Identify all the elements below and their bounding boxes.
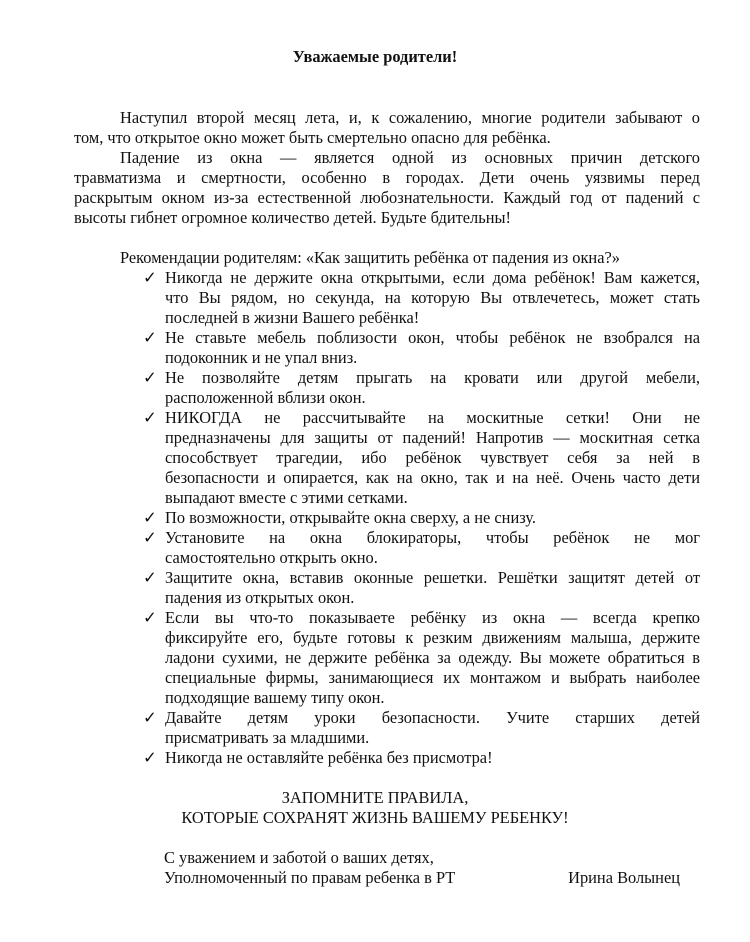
signature xyxy=(164,848,680,888)
text-line: Никогда не оставляйте ребёнка без присмотра! xyxy=(165,748,493,767)
list-item xyxy=(143,608,700,708)
recommendations-list xyxy=(143,268,700,768)
text-line: ладони сухими, не держите ребёнка за одежду. Вы можете обратиться в xyxy=(165,648,700,667)
text-line: Не позволяйте детям прыгать на кровати или другой мебели, xyxy=(165,368,700,387)
text-line: падения из открытых окон. xyxy=(165,588,355,607)
list-item xyxy=(143,708,700,748)
text-line: травматизма и смертности, особенно в городах. Дети очень уязвимы перед xyxy=(74,168,700,187)
text-line: подходящие вашему типу окон. xyxy=(165,688,385,707)
letter-title: Уважаемые родители! xyxy=(292,47,458,66)
text-line: расположенной вблизи окон. xyxy=(165,388,366,407)
list-item xyxy=(143,408,700,508)
text-line: безопасности и опирается, как на окно, так и на неё. Очень часто дети xyxy=(165,468,700,487)
checkmark-icon: ✓ xyxy=(143,568,157,587)
text-line: высоты гибнет огромное количество детей. Будьте бдительны! xyxy=(74,208,511,227)
text-line: том, что открытое окно может быть смертельно опасно для ребёнка. xyxy=(74,128,551,147)
checkmark-icon: ✓ xyxy=(143,528,157,547)
text-line: присматривать за младшими. xyxy=(165,728,370,747)
checkmark-icon: ✓ xyxy=(143,508,157,527)
list-item xyxy=(143,528,700,568)
checkmark-icon: ✓ xyxy=(143,708,157,727)
text-line: Давайте детям уроки безопасности. Учите старших детей xyxy=(165,708,700,727)
heading-line: Рекомендации родителям: «Как защитить ребёнка от падения из окна?» xyxy=(120,248,620,267)
text-line: Падение из окна — является одной из основных причин детского xyxy=(120,148,700,167)
text-line: По возможности, открывайте окна сверху, а не снизу. xyxy=(165,508,537,527)
remember-rules xyxy=(0,788,750,828)
checkmark-icon: ✓ xyxy=(143,748,157,767)
text-line: Никогда не держите окна открытыми, если дома ребёнок! Вам кажется, xyxy=(165,268,700,287)
recommendations-heading xyxy=(74,248,700,268)
list-item xyxy=(143,748,700,768)
remember-line: ЗАПОМНИТЕ ПРАВИЛА, xyxy=(281,788,469,807)
paragraph-intro xyxy=(74,108,700,148)
remember-line: КОТОРЫЕ СОХРАНЯТ ЖИЗНЬ ВАШЕМУ РЕБЕНКУ! xyxy=(181,808,569,827)
list-item xyxy=(143,268,700,328)
list-item xyxy=(143,328,700,368)
checkmark-icon: ✓ xyxy=(143,268,157,287)
checkmark-icon: ✓ xyxy=(143,328,157,347)
checkmark-icon: ✓ xyxy=(143,608,157,627)
text-line: выпадают вместе с этими сетками. xyxy=(165,488,408,507)
text-line: предназначены для защиты от падений! Напротив — москитная сетка xyxy=(165,428,700,447)
list-item xyxy=(143,568,700,608)
text-line: способствует трагедии, ибо ребёнок чувствует себя за ней в xyxy=(165,448,700,467)
text-line: подоконник и не упал вниз. xyxy=(165,348,358,367)
signature-position: Уполномоченный по правам ребенка в РТ xyxy=(164,868,456,887)
checkmark-icon: ✓ xyxy=(143,408,157,427)
text-line: Если вы что-то показываете ребёнку из окна — всегда крепко xyxy=(165,608,700,627)
text-line: Установите на окна блокираторы, чтобы ребёнок не мог xyxy=(165,528,700,547)
text-line: специальные фирмы, занимающиеся их монтажом и выбрать наиболее xyxy=(165,668,700,687)
list-item xyxy=(143,368,700,408)
text-line: Не ставьте мебель поблизости окон, чтобы ребёнок не взобрался на xyxy=(165,328,700,347)
text-line: что Вы рядом, но секунда, на которую Вы отвлечетесь, может стать xyxy=(165,288,700,307)
text-line: последней в жизни Вашего ребёнка! xyxy=(165,308,420,327)
text-line: фиксируйте его, будьте готовы к резким движениям малыша, держите xyxy=(165,628,700,647)
text-line: НИКОГДА не рассчитывайте на москитные сетки! Они не xyxy=(165,408,700,427)
text-line: Защитите окна, вставив оконные решетки. Решётки защитят детей от xyxy=(165,568,700,587)
signature-name: Ирина Волынец xyxy=(568,868,680,887)
text-line: самостоятельно открыть окно. xyxy=(165,548,378,567)
text-line: Наступил второй месяц лета, и, к сожалению, многие родители забывают о xyxy=(120,108,700,127)
signature-line: С уважением и заботой о ваших детях, xyxy=(164,848,434,867)
list-item xyxy=(143,508,700,528)
checkmark-icon: ✓ xyxy=(143,368,157,387)
text-line: раскрытым окном из-за естественной любознательности. Каждый год от падений с xyxy=(74,188,700,207)
paragraph-danger xyxy=(74,148,700,228)
